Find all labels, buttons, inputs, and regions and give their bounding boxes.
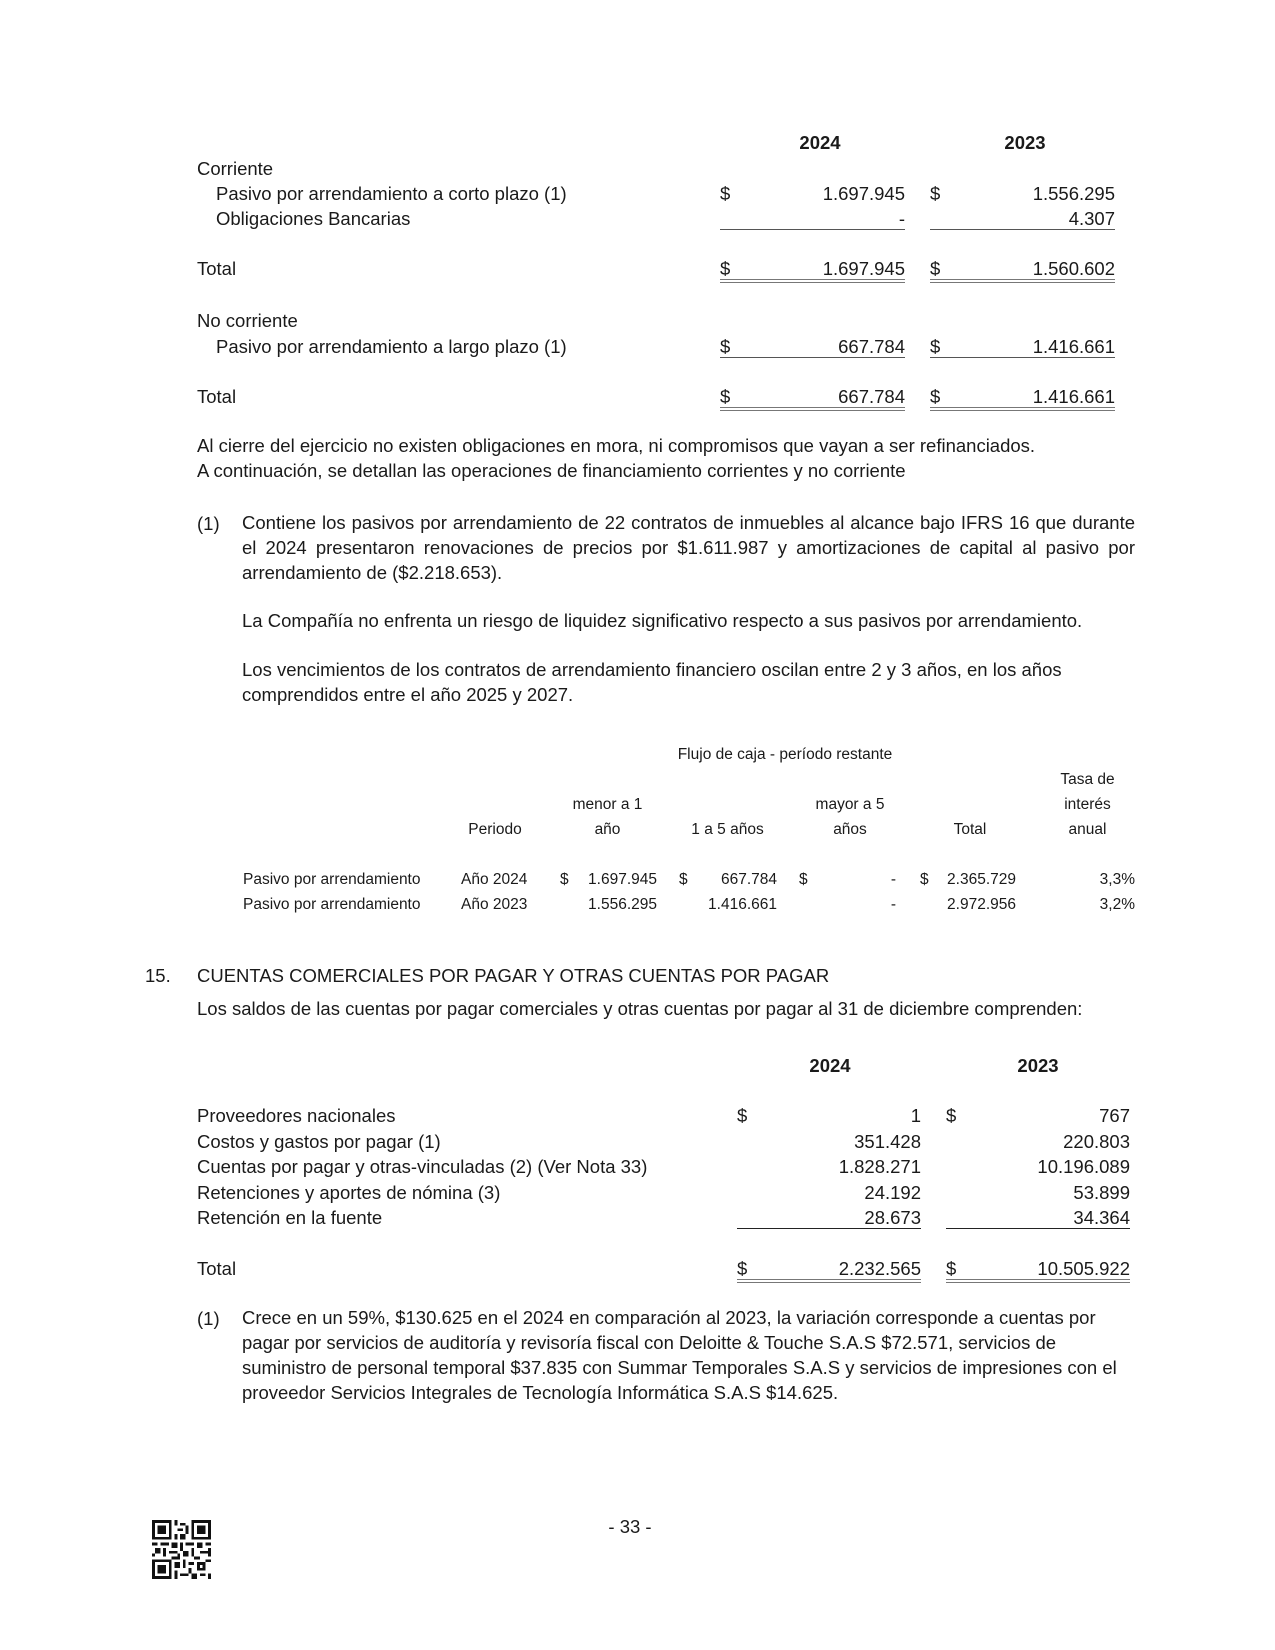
total-cell-2023 — [930, 260, 1115, 283]
value-2024: 667.784 — [838, 336, 905, 357]
total-cell-2023 — [930, 388, 1115, 411]
row-label: Pasivo por arrendamiento — [243, 871, 421, 888]
value-1-5: 1.416.661 — [708, 896, 777, 913]
value-2023: 34.364 — [946, 1209, 1130, 1229]
value-2023: 10.196.089 — [1037, 1156, 1130, 1177]
total-cell-2024 — [737, 1260, 921, 1283]
section-intro: Los saldos de las cuentas por pagar comerciales y otras cuentas por pagar al 31 de diciembre comprenden: — [197, 998, 1083, 1019]
value-mayor-5: - — [890, 896, 896, 913]
value-2024: - — [720, 210, 905, 230]
currency-symbol: $ — [720, 258, 731, 279]
paragraph-line: A continuación, se detallan las operaciones de financiamiento corrientes y no corriente — [197, 460, 906, 481]
value-2024: 351.428 — [854, 1131, 921, 1152]
header-tasa-line1: Tasa de — [1060, 771, 1115, 788]
currency-symbol: $ — [946, 1258, 957, 1279]
footnote-marker: (1) — [197, 1308, 220, 1329]
value-2024: 1.828.271 — [838, 1156, 921, 1177]
column-header-2024: 2024 — [809, 1055, 851, 1076]
column-header-2023: 2023 — [1004, 132, 1046, 153]
row-label: Pasivo por arrendamiento a largo plazo (1) — [216, 336, 567, 357]
value-2023: 10.505.922 — [1037, 1258, 1130, 1279]
footnote-marker: (1) — [197, 513, 220, 534]
value-mayor-5: - — [890, 871, 896, 888]
currency-symbol: $ — [799, 871, 808, 888]
currency-symbol: $ — [560, 871, 569, 888]
total-cell-2024 — [720, 388, 905, 411]
currency-symbol: $ — [720, 336, 731, 357]
page-number: - 33 - — [608, 1516, 652, 1537]
row-periodo: Año 2024 — [461, 871, 528, 888]
value-2023: 767 — [1099, 1105, 1130, 1126]
value-2023: 4.307 — [930, 210, 1115, 230]
section-number: 15. — [145, 965, 171, 986]
row-label: Total — [197, 258, 237, 279]
row-label: Proveedores nacionales — [197, 1105, 396, 1126]
liquidity-statement: La Compañía no enfrenta un riesgo de liquidez significativo respecto a sus pasivos por arrendamiento. — [242, 610, 1083, 631]
currency-symbol: $ — [737, 1105, 748, 1126]
value-2023: 220.803 — [1063, 1131, 1130, 1152]
currency-symbol: $ — [930, 386, 941, 407]
value-2023: 1.416.661 — [1032, 386, 1115, 407]
value-tasa: 3,2% — [1099, 896, 1135, 913]
column-header-2023: 2023 — [1017, 1055, 1059, 1076]
currency-symbol: $ — [920, 871, 929, 888]
value-2023: 1.416.661 — [1032, 336, 1115, 357]
column-header-2024: 2024 — [799, 132, 841, 153]
total-cell-2024 — [720, 260, 905, 283]
maturities-statement: Los vencimientos de los contratos de arrendamiento financiero oscilan entre 2 y 3 años, en los años comprendidos entre el año 2025 y 2027. — [242, 659, 1062, 705]
value-2024: 1 — [910, 1105, 921, 1126]
row-periodo: Año 2023 — [461, 896, 528, 913]
header-menor-line1: menor a 1 — [572, 796, 643, 813]
row-label: Cuentas por pagar y otras-vinculadas (2) (Ver Nota 33) — [197, 1156, 648, 1177]
currency-symbol: $ — [720, 183, 731, 204]
value-2023: 1.560.602 — [1032, 258, 1115, 279]
section-title-corriente: Corriente — [197, 158, 274, 179]
total-cell-2023 — [946, 1260, 1130, 1283]
header-tasa-line2: interés — [1064, 796, 1111, 813]
value-2024: 1.697.945 — [822, 258, 905, 279]
value-total: 2.365.729 — [947, 871, 1016, 888]
row-label: Total — [197, 1258, 237, 1279]
paragraph-line: Al cierre del ejercicio no existen obligaciones en mora, ni compromisos que vayan a ser refinanciados. — [197, 435, 1036, 456]
header-mayor-line2: años — [833, 821, 867, 838]
header-mayor-line1: mayor a 5 — [815, 796, 885, 813]
row-label: Obligaciones Bancarias — [216, 208, 411, 229]
header-total: Total — [953, 821, 987, 838]
section-title-no-corriente: No corriente — [197, 310, 298, 331]
currency-symbol: $ — [930, 258, 941, 279]
header-tasa-line3: anual — [1068, 821, 1107, 838]
row-label: Retención en la fuente — [197, 1207, 383, 1228]
cell-2024 — [720, 338, 905, 358]
value-2023: 1.556.295 — [1032, 183, 1115, 204]
value-2024: 24.192 — [864, 1182, 921, 1203]
value-2023: 53.899 — [1073, 1182, 1130, 1203]
currency-symbol: $ — [930, 183, 941, 204]
header-periodo: Periodo — [468, 821, 522, 838]
currency-symbol: $ — [720, 386, 731, 407]
value-2024: 667.784 — [838, 386, 905, 407]
header-1-5: 1 a 5 años — [691, 821, 764, 838]
currency-symbol: $ — [946, 1105, 957, 1126]
row-label: Pasivo por arrendamiento — [243, 896, 421, 913]
row-label: Pasivo por arrendamiento a corto plazo (1) — [216, 183, 567, 204]
footnote-text: Crece en un 59%, $130.625 en el 2024 en comparación al 2023, la variación corresponde a cuentas por pagar por servicios de auditoría y revisoría fiscal con Deloitte & Touche S.A.S $72.571, servicios de suministro de personal temporal $37.835 con Summar Temporales S.A.S y servicios de impresiones con el proveedor Servicios Integrales de Tecnología Informática S.A.S $14.625. — [242, 1307, 1117, 1403]
section-heading: CUENTAS COMERCIALES POR PAGAR Y OTRAS CUENTAS POR PAGAR — [197, 965, 830, 986]
row-label: Costos y gastos por pagar (1) — [197, 1131, 441, 1152]
value-menor-1: 1.697.945 — [588, 871, 657, 888]
value-2024: 1.697.945 — [822, 183, 905, 204]
currency-symbol: $ — [930, 336, 941, 357]
currency-symbol: $ — [679, 871, 688, 888]
row-label: Total — [197, 386, 237, 407]
header-menor-line2: año — [594, 821, 621, 838]
value-2024: 2.232.565 — [838, 1258, 921, 1279]
value-menor-1: 1.556.295 — [588, 896, 657, 913]
cash-flow-title: Flujo de caja - período restante — [677, 746, 893, 763]
value-2024: 28.673 — [737, 1209, 921, 1229]
value-1-5: 667.784 — [720, 871, 777, 888]
qr-code-icon — [152, 1520, 211, 1579]
footnote-text: Contiene los pasivos por arrendamiento de 22 contratos de inmuebles al alcance bajo IFRS 16 que durante el 2024 presentaron renovaciones de precios por $1.611.987 y amortizaciones de capital al pasivo por arrendamiento de ($2.218.653). — [242, 512, 1135, 583]
row-label: Retenciones y aportes de nómina (3) — [197, 1182, 501, 1203]
value-total: 2.972.956 — [947, 896, 1016, 913]
cell-2023 — [930, 338, 1115, 358]
value-tasa: 3,3% — [1099, 871, 1135, 888]
currency-symbol: $ — [737, 1258, 748, 1279]
